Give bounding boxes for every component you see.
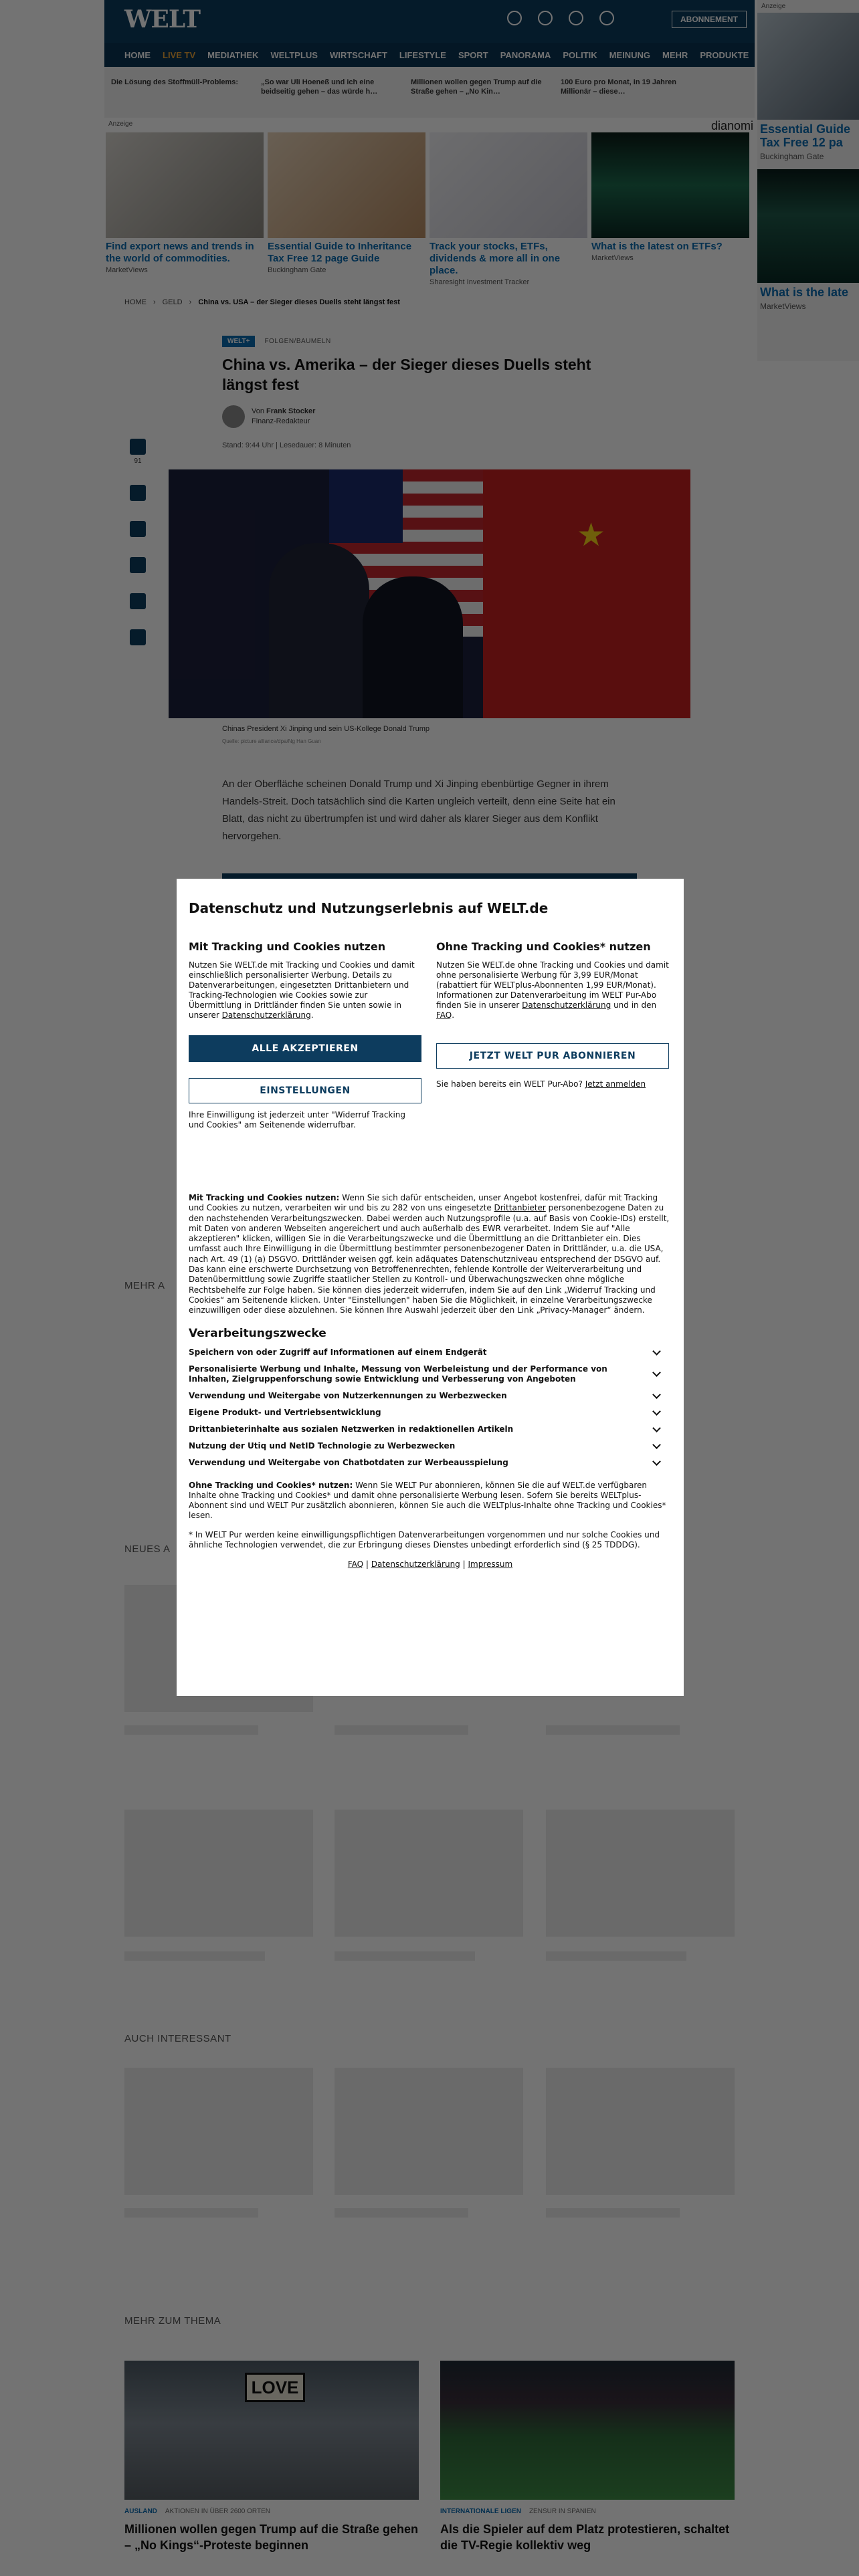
tracking-details-lead: Mit Tracking und Cookies nutzen: <box>189 1193 340 1202</box>
option-text-body: und in den <box>613 1000 657 1010</box>
chevron-down-icon[interactable] <box>652 1424 661 1432</box>
chevron-down-icon[interactable] <box>652 1457 661 1466</box>
privacy-policy-link[interactable]: Datenschutzerklärung <box>371 1559 460 1569</box>
consent-options <box>189 940 672 1130</box>
third-party-link[interactable]: Drittanbieter <box>494 1203 546 1213</box>
footnote: * In WELT Pur werden keine einwilligungspflichtigen Datenverarbeitungen vorgenommen und nur solche Cookies und ähnliche Technologien verwendet, die zur Erbringung dieses Dienstes unbedingt erforderlich sind (§ 25 TDDDG). <box>189 1529 660 1549</box>
purpose-item[interactable] <box>189 1388 664 1404</box>
purpose-label: Eigene Produkt- und Vertriebsentwicklung <box>189 1407 381 1417</box>
login-link[interactable]: Jetzt anmelden <box>585 1079 646 1089</box>
option-without-tracking <box>436 940 669 1130</box>
settings-button[interactable]: EINSTELLUNGEN <box>189 1078 421 1103</box>
option-text-body: Nutzen Sie WELT.de mit Tracking und Cookies und damit einschließlich personalisierter Werbung. Details zu Datenverarbeitungen, eingesetzten Drittanbietern und Tracking-Technologien wie Cookies sowie zur Übermittlung in Drittländer finden Sie unten sowie in unserer <box>189 960 415 1020</box>
purpose-label: Drittanbieterinhalte aus sozialen Netzwerken in redaktionellen Artikeln <box>189 1424 514 1434</box>
purpose-label: Nutzung der Utiq und NetID Technologie zu Werbezwecken <box>189 1440 456 1451</box>
purpose-label: Personalisierte Werbung und Inhalte, Messung von Werbeleistung und der Performance von Inhalten, Zielgruppenforschung sowie Entwicklung und Verbesserung von Angeboten <box>189 1364 607 1384</box>
purpose-item[interactable] <box>189 1438 664 1455</box>
consent-dialog <box>177 879 684 1696</box>
purposes-heading: Verarbeitungszwecke <box>189 1326 326 1340</box>
chevron-down-icon[interactable] <box>652 1368 661 1377</box>
imprint-link[interactable]: Impressum <box>468 1559 513 1569</box>
accept-all-button[interactable]: ALLE AKZEPTIEREN <box>189 1035 421 1062</box>
option-text-body: Nutzen Sie WELT.de ohne Tracking und Cookies und damit ohne personalisierte Werbung für 3,99 EUR/Monat (rabattiert für WELTplus-Abonnenten 1,99 EUR/Monat). Informationen zur Datenverarbeitung im WELT Pur-Abo finden Sie in unserer <box>436 960 669 1010</box>
purpose-item[interactable] <box>189 1344 664 1361</box>
login-note-text: Sie haben bereits ein WELT Pur-Abo? <box>436 1079 583 1089</box>
tracking-details-text: personenbezogene Daten zu den nachstehenden Verarbeitungszwecken. Dabei werden auch Nutzungsprofile (u.a. auf Basis von Cookie-IDs) erstellt, mit Daten von anderen Webseiten angereichert und auch außerhalb des EWR verarbeitet. Indem Sie auf "Alle akzeptieren" klicken, willigen Sie in die Verarbeitungszwecke und die Übermittlung an die Drittanbieter ein. Dies umfasst auch Ihre Einwilligung in die Übermittlung bestimmter personenbezogener Daten in Drittländer, u.a. die USA, nach Art. 49 (1) (a) DSGVO. Drittländer weisen ggf. kein adäquates Datenschutzniveau entsprechend der DSGVO auf. Das kann eine erschwerte Durchsetzung von Betroffenenrechten, fehlende Kontrolle der Weiterverarbeitung und Datenübermittlung sowie Zugriffe staatlicher Stellen zu Kontroll- und Überwachungszwecken ohne mögliche Rechtsbehelfe zur Folge haben. Sie können dies jederzeit widerrufen, indem Sie auf den Link „Widerruf Tracking und Cookies“ am Seitenende klicken. Unter "Einstellungen" haben Sie die Möglichkeit, in einzelne Verarbeitungszwecke einzuwilligen oder diese abzulehnen. Sie können Ihre Auswahl jederzeit über den Link „Privacy-Manager“ ändern. <box>189 1203 670 1315</box>
option-text: Nutzen Sie WELT.de ohne Tracking und Cookies und damit ohne personalisierte Werbung für 3,99 EUR/Monat (rabattiert für WELTplus-Abonnenten 1,99 EUR/Monat). Informationen zur Datenverarbeitung im WELT Pur-Abo finden Sie in unserer Datenschutzerklärung und in den FAQ. <box>436 960 669 1020</box>
purpose-item[interactable] <box>189 1361 664 1388</box>
option-text: Nutzen Sie WELT.de mit Tracking und Cookies und damit einschließlich personalisierter Werbung. Details zu Datenverarbeitungen, eingesetzten Drittanbietern und Tracking-Technologien wie Cookies sowie zur Übermittlung in Drittländer finden Sie unten sowie in unserer Datenschutzerklärung. <box>189 960 415 1020</box>
option-heading: Mit Tracking und Cookies nutzen <box>189 940 386 953</box>
purpose-label: Verwendung und Weitergabe von Nutzerkennungen zu Werbezwecken <box>189 1390 507 1400</box>
consent-footer-links: FAQ | Datenschutzerklärung | Impressum <box>347 1559 513 1569</box>
purpose-item[interactable] <box>189 1404 664 1421</box>
without-tracking-lead: Ohne Tracking und Cookies* nutzen: <box>189 1480 353 1490</box>
option-heading: Ohne Tracking und Cookies* nutzen <box>436 940 651 953</box>
tracking-details-text: Wenn Sie sich dafür entscheiden, unser Angebot kostenfrei, dafür mit Tracking und Cookies zu nutzen, verarbeiten wir und bis zu 282 von uns eingesetzte <box>189 1193 658 1213</box>
purpose-label: Verwendung und Weitergabe von Chatbotdaten zur Werbeausspielung <box>189 1457 508 1467</box>
revoke-note: Ihre Einwilligung ist jederzeit unter "Widerruf Tracking und Cookies" am Seitenende widerrufbar. <box>189 1110 405 1130</box>
option-with-tracking <box>189 940 421 1130</box>
privacy-policy-link[interactable]: Datenschutzerklärung <box>221 1010 311 1020</box>
purpose-item[interactable] <box>189 1421 664 1438</box>
consent-title: Datenschutz und Nutzungserlebnis auf WELT.de <box>189 900 549 916</box>
chevron-down-icon[interactable] <box>652 1347 661 1356</box>
chevron-down-icon[interactable] <box>652 1440 661 1449</box>
login-note <box>436 1079 669 1089</box>
chevron-down-icon[interactable] <box>652 1407 661 1416</box>
purpose-item[interactable] <box>189 1455 664 1471</box>
faq-link[interactable]: FAQ <box>436 1010 452 1020</box>
chevron-down-icon[interactable] <box>652 1390 661 1399</box>
privacy-policy-link[interactable]: Datenschutzerklärung <box>522 1000 611 1010</box>
purpose-label: Speichern von oder Zugriff auf Informationen auf einem Endgerät <box>189 1347 487 1357</box>
faq-link[interactable]: FAQ <box>347 1559 364 1569</box>
without-tracking-text: Wenn Sie WELT Pur abonnieren, können Sie die auf WELT.de verfügbaren Inhalte ohne Tracking und Cookies* und damit ohne personalisierte Werbung lesen. Sofern Sie bereits WELTplus-Abonnent sind und WELT Pur zusätzlich abonnieren, können Sie auch die WELTplus-Inhalte ohne Tracking und Cookies* lesen. <box>189 1480 666 1520</box>
tracking-details <box>189 1193 672 1316</box>
subscribe-welt-pur-button[interactable]: JETZT WELT PUR ABONNIEREN <box>436 1043 669 1069</box>
without-tracking-details <box>189 1481 672 1521</box>
